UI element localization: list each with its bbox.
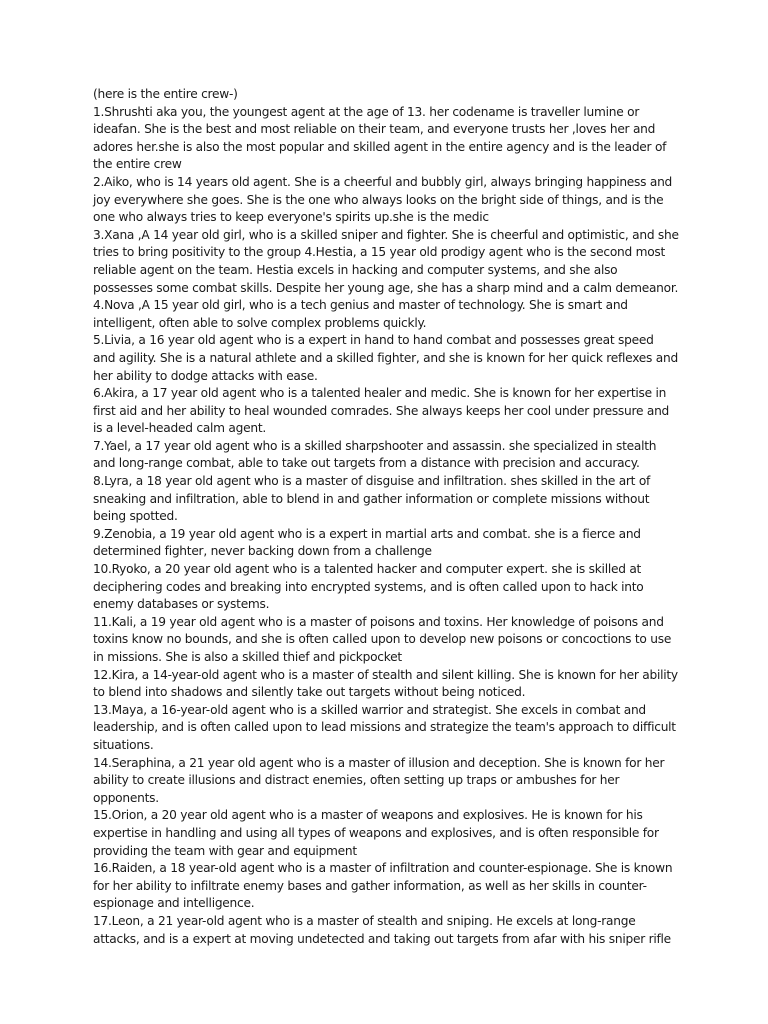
crew-entry-9: 9.Zenobia, a 19 year old agent who is a expert in martial arts and combat. she is a fierce and determined fighter, never backing down from a challenge: [93, 526, 641, 559]
intro-line: (here is the entire crew-): [93, 87, 238, 101]
crew-entry-13: 13.Maya, a 16-year-old agent who is a skilled warrior and strategist. She excels in combat and leadership, and is often called upon to lead missions and strategize the team's approach to difficult situations.: [93, 702, 676, 752]
crew-entry-11: 11.Kali, a 19 year old agent who is a master of poisons and toxins. Her knowledge of poisons and toxins know no bounds, and she is often called upon to develop new poisons or concoctions to use in missions. She is also a skilled thief and pickpocket: [93, 614, 672, 664]
crew-entry-2: 2.Aiko, who is 14 years old agent. She is a cheerful and bubbly girl, always bringing happiness and joy everywhere she goes. She is the one who always looks on the bright side of things, and is the one who always tries to keep everyone's spirits up.she is the medic: [93, 174, 673, 225]
document-body: [93, 86, 679, 948]
crew-entry-7: 7.Yael, a 17 year old agent who is a skilled sharpshooter and assassin. she specialized in stealth and long-range combat, able to take out targets from a distance with precision and accuracy.: [93, 438, 657, 471]
crew-entry-1: 1.Shrushti aka you, the youngest agent at the age of 13. her codename is traveller lumine or ideafan. She is the best and most reliable on their team, and everyone trusts her ,loves her and adores her.she is also the most popular and skilled agent in the entire agency and is the leader of the entire crew: [93, 104, 667, 172]
crew-entry-12: 12.Kira, a 14-year-old agent who is a master of stealth and silent killing. She is known for her ability to blend into shadows and silently take out targets without being noticed.: [93, 667, 678, 700]
crew-entry-16: 16.Raiden, a 18 year-old agent who is a master of infiltration and counter-espionage. She is known for her ability to infiltrate enemy bases and gather information, as well as her skills in counter-espionage and intelligence.: [93, 861, 673, 911]
crew-entry-14: 14.Seraphina, a 21 year old agent who is a master of illusion and deception. She is known for her ability to create illusions and distract enemies, often setting up traps or ambushes for her opponents.: [93, 755, 665, 805]
crew-entry-4: 4.Nova ,A 15 year old girl, who is a tech genius and master of technology. She is smart and intelligent, often able to solve complex problems quickly.: [93, 298, 628, 330]
crew-entry-5: 5.Livia, a 16 year old agent who is a expert in hand to hand combat and possesses great speed and agility. She is a natural athlete and a skilled fighter, and she is known for her quick reflexes and her ability to dodge attacks with ease.: [93, 333, 678, 383]
crew-entry-10: 10.Ryoko, a 20 year old agent who is a talented hacker and computer expert. she is skilled at deciphering codes and breaking into encrypted systems, and is often called upon to hack into enemy databases or systems.: [93, 562, 644, 612]
crew-entry-6: 6.Akira, a 17 year old agent who is a talented healer and medic. She is known for her expertise in first aid and her ability to heal wounded comrades. She always keeps her cool under pressure and is a level-headed calm agent.: [93, 386, 670, 436]
crew-entry-15: 15.Orion, a 20 year old agent who is a master of weapons and explosives. He is known for his expertise in handling and using all types of weapons and explosives, and is often responsible for providing the team with gear and equipment: [93, 808, 659, 858]
crew-entry-17: 17.Leon, a 21 year-old agent who is a master of stealth and sniping. He excels at long-range attacks, and is a expert at moving undetected and taking out targets from afar with his sniper rifle: [93, 913, 671, 946]
crew-entry-8: 8.Lyra, a 18 year old agent who is a master of disguise and infiltration. shes skilled in the art of sneaking and infiltration, able to blend in and gather information or complete missions without being spotted.: [93, 474, 651, 524]
crew-entry-3: 3.Xana ,A 14 year old girl, who is a skilled sniper and fighter. She is cheerful and optimistic, and she tries to bring positivity to the group 4.Hestia, a 15 year old prodigy agent who is the second most reliable agent on the team. Hestia excels in hacking and computer systems, and she also possesses some combat skills. Despite her young age, she has a sharp mind and a calm demeanor.: [93, 227, 679, 295]
